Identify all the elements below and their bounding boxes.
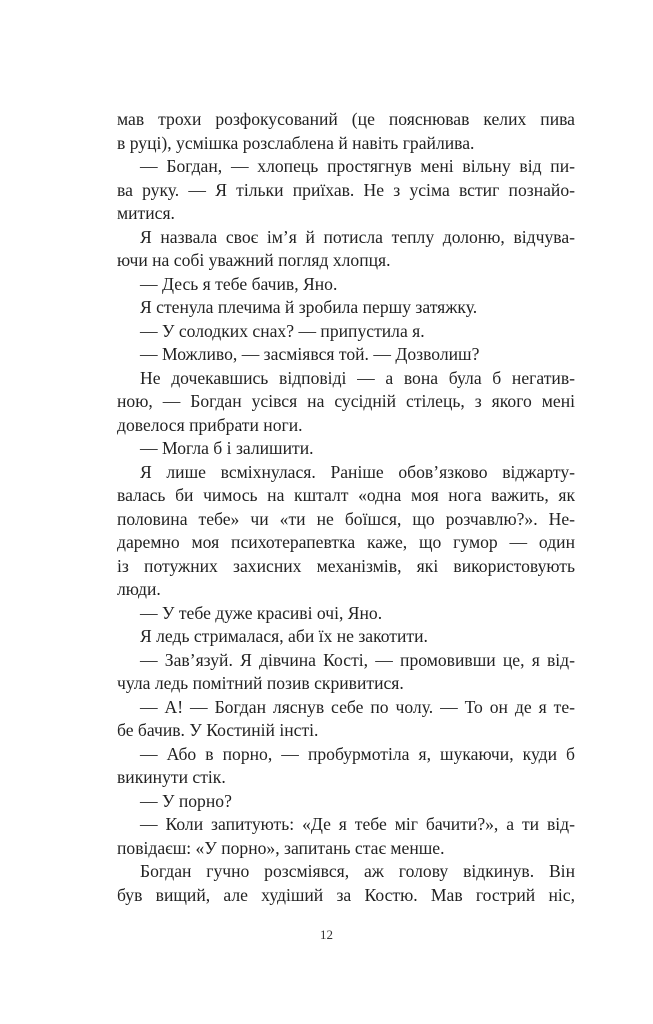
text-line: валась би чимось на кшталт «одна моя нога важить, як xyxy=(117,485,575,505)
text-line: в руці), усмішка розслаблена й навіть грайлива. xyxy=(117,132,475,153)
text-line: Не дочекавшись відповіді — а вона була б негатив- xyxy=(140,367,575,388)
text-line: Я стенула плечима й зробила першу затяжку. xyxy=(140,297,478,317)
text-line: чула ледь помітний позив скривитися. xyxy=(117,673,404,693)
text-line: даремно моя психотерапевтка каже, що гумор — один xyxy=(117,532,575,552)
text-line: ною, — Богдан усівся на сусідній стілець, з якого мені xyxy=(117,391,575,411)
text-line: Я лише всміхнулася. Раніше обов’язково віджарту- xyxy=(140,461,575,482)
text-line: — Десь я тебе бачив, Яно. xyxy=(140,273,338,294)
text-line: — Можливо, — засміявся той. — Дозволиш? xyxy=(140,344,480,364)
text-line: — У порно? xyxy=(140,790,232,811)
text-line: — Зав’язуй. Я дівчина Кості, — промовивши це, я від- xyxy=(140,649,575,670)
text-line: Я назвала своє ім’я й потисла теплу долоню, відчува- xyxy=(140,226,575,247)
text-line: ва руку. — Я тільки приїхав. Не з усіма встиг познайо- xyxy=(117,179,575,200)
text-line: — Богдан, — хлопець простягнув мені вільну від пи- xyxy=(140,156,575,176)
page-number: 12 xyxy=(320,927,333,942)
text-line: половина тебе» чи «ти не боїшся, що розчавлю?». Не- xyxy=(117,508,575,529)
text-line: — Або в порно, — пробурмотіла я, шукаючи, куди б xyxy=(140,743,575,764)
text-line: довелося прибрати ноги. xyxy=(117,414,303,435)
text-line: — Коли запитують: «Де я тебе міг бачити?», а ти від- xyxy=(140,814,575,834)
text-line: митися. xyxy=(117,203,175,223)
text-line: — У тебе дуже красиві очі, Яно. xyxy=(140,602,383,623)
text-line: — А! — Богдан ляснув себе по чолу. — То он де я те- xyxy=(140,696,575,717)
text-line: був вищий, але худіший за Костю. Мав гострий ніс, xyxy=(117,884,575,905)
text-block xyxy=(117,108,575,907)
text-line: люди. xyxy=(117,579,161,599)
text-line: — Могла б і залишити. xyxy=(140,438,314,458)
text-line: викинути стік. xyxy=(117,767,226,787)
text-line: мав трохи розфокусований (це пояснював келих пива xyxy=(117,109,575,129)
text-line: бе бачив. У Костиній інсті. xyxy=(117,720,319,740)
text-line: із потужних захисних механізмів, які використовують xyxy=(117,555,575,576)
page-body xyxy=(117,108,575,907)
text-line: Я ледь стрималася, аби їх не закотити. xyxy=(140,626,428,646)
text-line: повідаєш: «У порно», запитань стає менше. xyxy=(117,837,445,858)
text-line: — У солодких снах? — припустила я. xyxy=(140,320,425,341)
text-line: ючи на собі уважний погляд хлопця. xyxy=(117,250,391,270)
text-line: Богдан гучно розсміявся, аж голову відкинув. Він xyxy=(140,861,575,881)
